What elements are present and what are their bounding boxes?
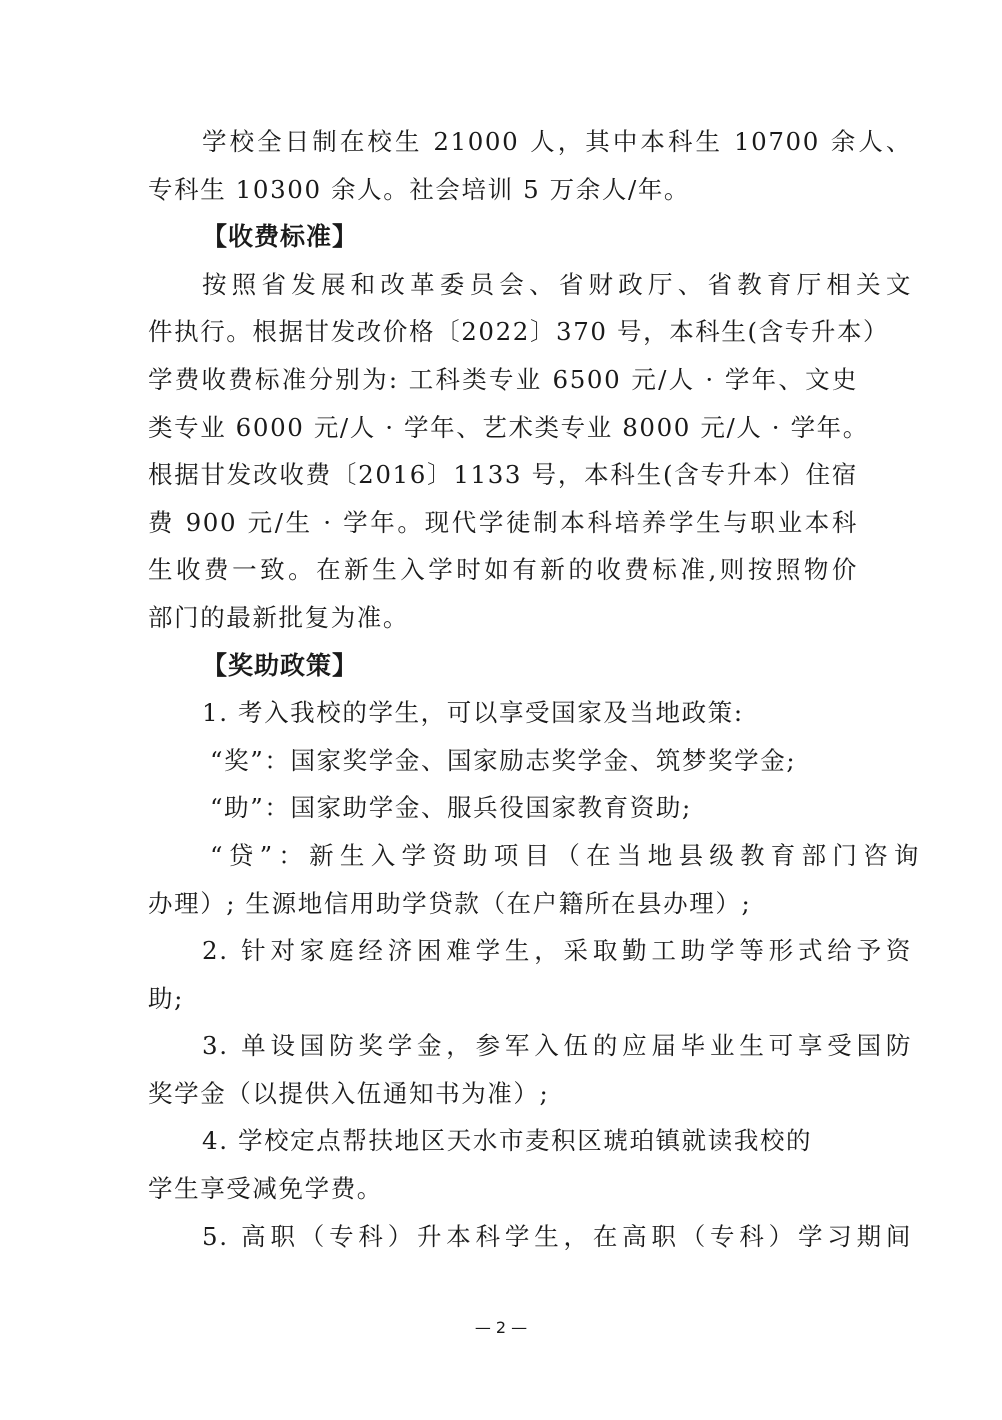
fees-line-7: 生收费一致。在新生入学时如有新的收费标准,则按照物价 <box>148 555 858 585</box>
aid-item-1-scholarship: “奖”：国家奖学金、国家励志奖学金、筑梦奖学金; <box>210 745 797 775</box>
aid-item-4-line-1: 4. 学校定点帮扶地区天水市麦积区琥珀镇就读我校的 <box>202 1126 813 1156</box>
aid-item-2-line-1: 2. 针对家庭经济困难学生，采取勤工助学等形式给予资 <box>202 936 912 966</box>
page-number: — 2 — <box>474 1318 528 1337</box>
aid-item-1-loan-line-1: “贷”：新生入学资助项目（在当地县级教育部门咨询 <box>210 840 920 870</box>
fees-line-2: 件执行。根据甘发改价格〔2022〕370 号，本科生(含专升本） <box>148 317 890 347</box>
enrollment-line-1: 学校全日制在校生 21000 人，其中本科生 10700 余人、 <box>202 127 912 156</box>
aid-heading: 【奖助政策】 <box>202 650 359 680</box>
fees-heading: 【收费标准】 <box>202 222 359 252</box>
fees-line-6: 费 900 元/生 · 学年。现代学徒制本科培养学生与职业本科 <box>148 507 858 537</box>
aid-item-4-line-2: 学生享受减免学费。 <box>148 1174 383 1204</box>
fees-line-8: 部门的最新批复为准。 <box>148 602 409 632</box>
aid-item-1-grant: “助”：国家助学金、服兵役国家教育资助; <box>210 793 692 823</box>
document-body <box>148 118 920 1260</box>
fees-line-3: 学费收费标准分别为: 工科类专业 6500 元/人 · 学年、文史 <box>148 364 858 394</box>
aid-item-2-line-2: 助; <box>148 983 184 1013</box>
aid-item-3-line-1: 3. 单设国防奖学金，参军入伍的应届毕业生可享受国防 <box>202 1031 912 1061</box>
aid-item-1-intro: 1. 考入我校的学生，可以享受国家及当地政策: <box>202 698 744 728</box>
fees-line-5: 根据甘发改收费〔2016〕1133 号，本科生(含专升本）住宿 <box>148 460 858 490</box>
aid-item-1-loan-line-2: 办理）; 生源地信用助学贷款（在户籍所在县办理）; <box>148 888 752 918</box>
aid-item-5-line-1: 5. 高职（专科）升本科学生，在高职（专科）学习期间 <box>202 1221 912 1251</box>
fees-line-1: 按照省发展和改革委员会、省财政厅、省教育厅相关文 <box>202 269 912 299</box>
fees-line-4: 类专业 6000 元/人 · 学年、艺术类专业 8000 元/人 · 学年。 <box>148 412 869 442</box>
aid-item-3-line-2: 奖学金（以提供入伍通知书为准）; <box>148 1078 550 1108</box>
enrollment-line-2: 专科生 10300 余人。社会培训 5 万余人/年。 <box>148 174 691 204</box>
